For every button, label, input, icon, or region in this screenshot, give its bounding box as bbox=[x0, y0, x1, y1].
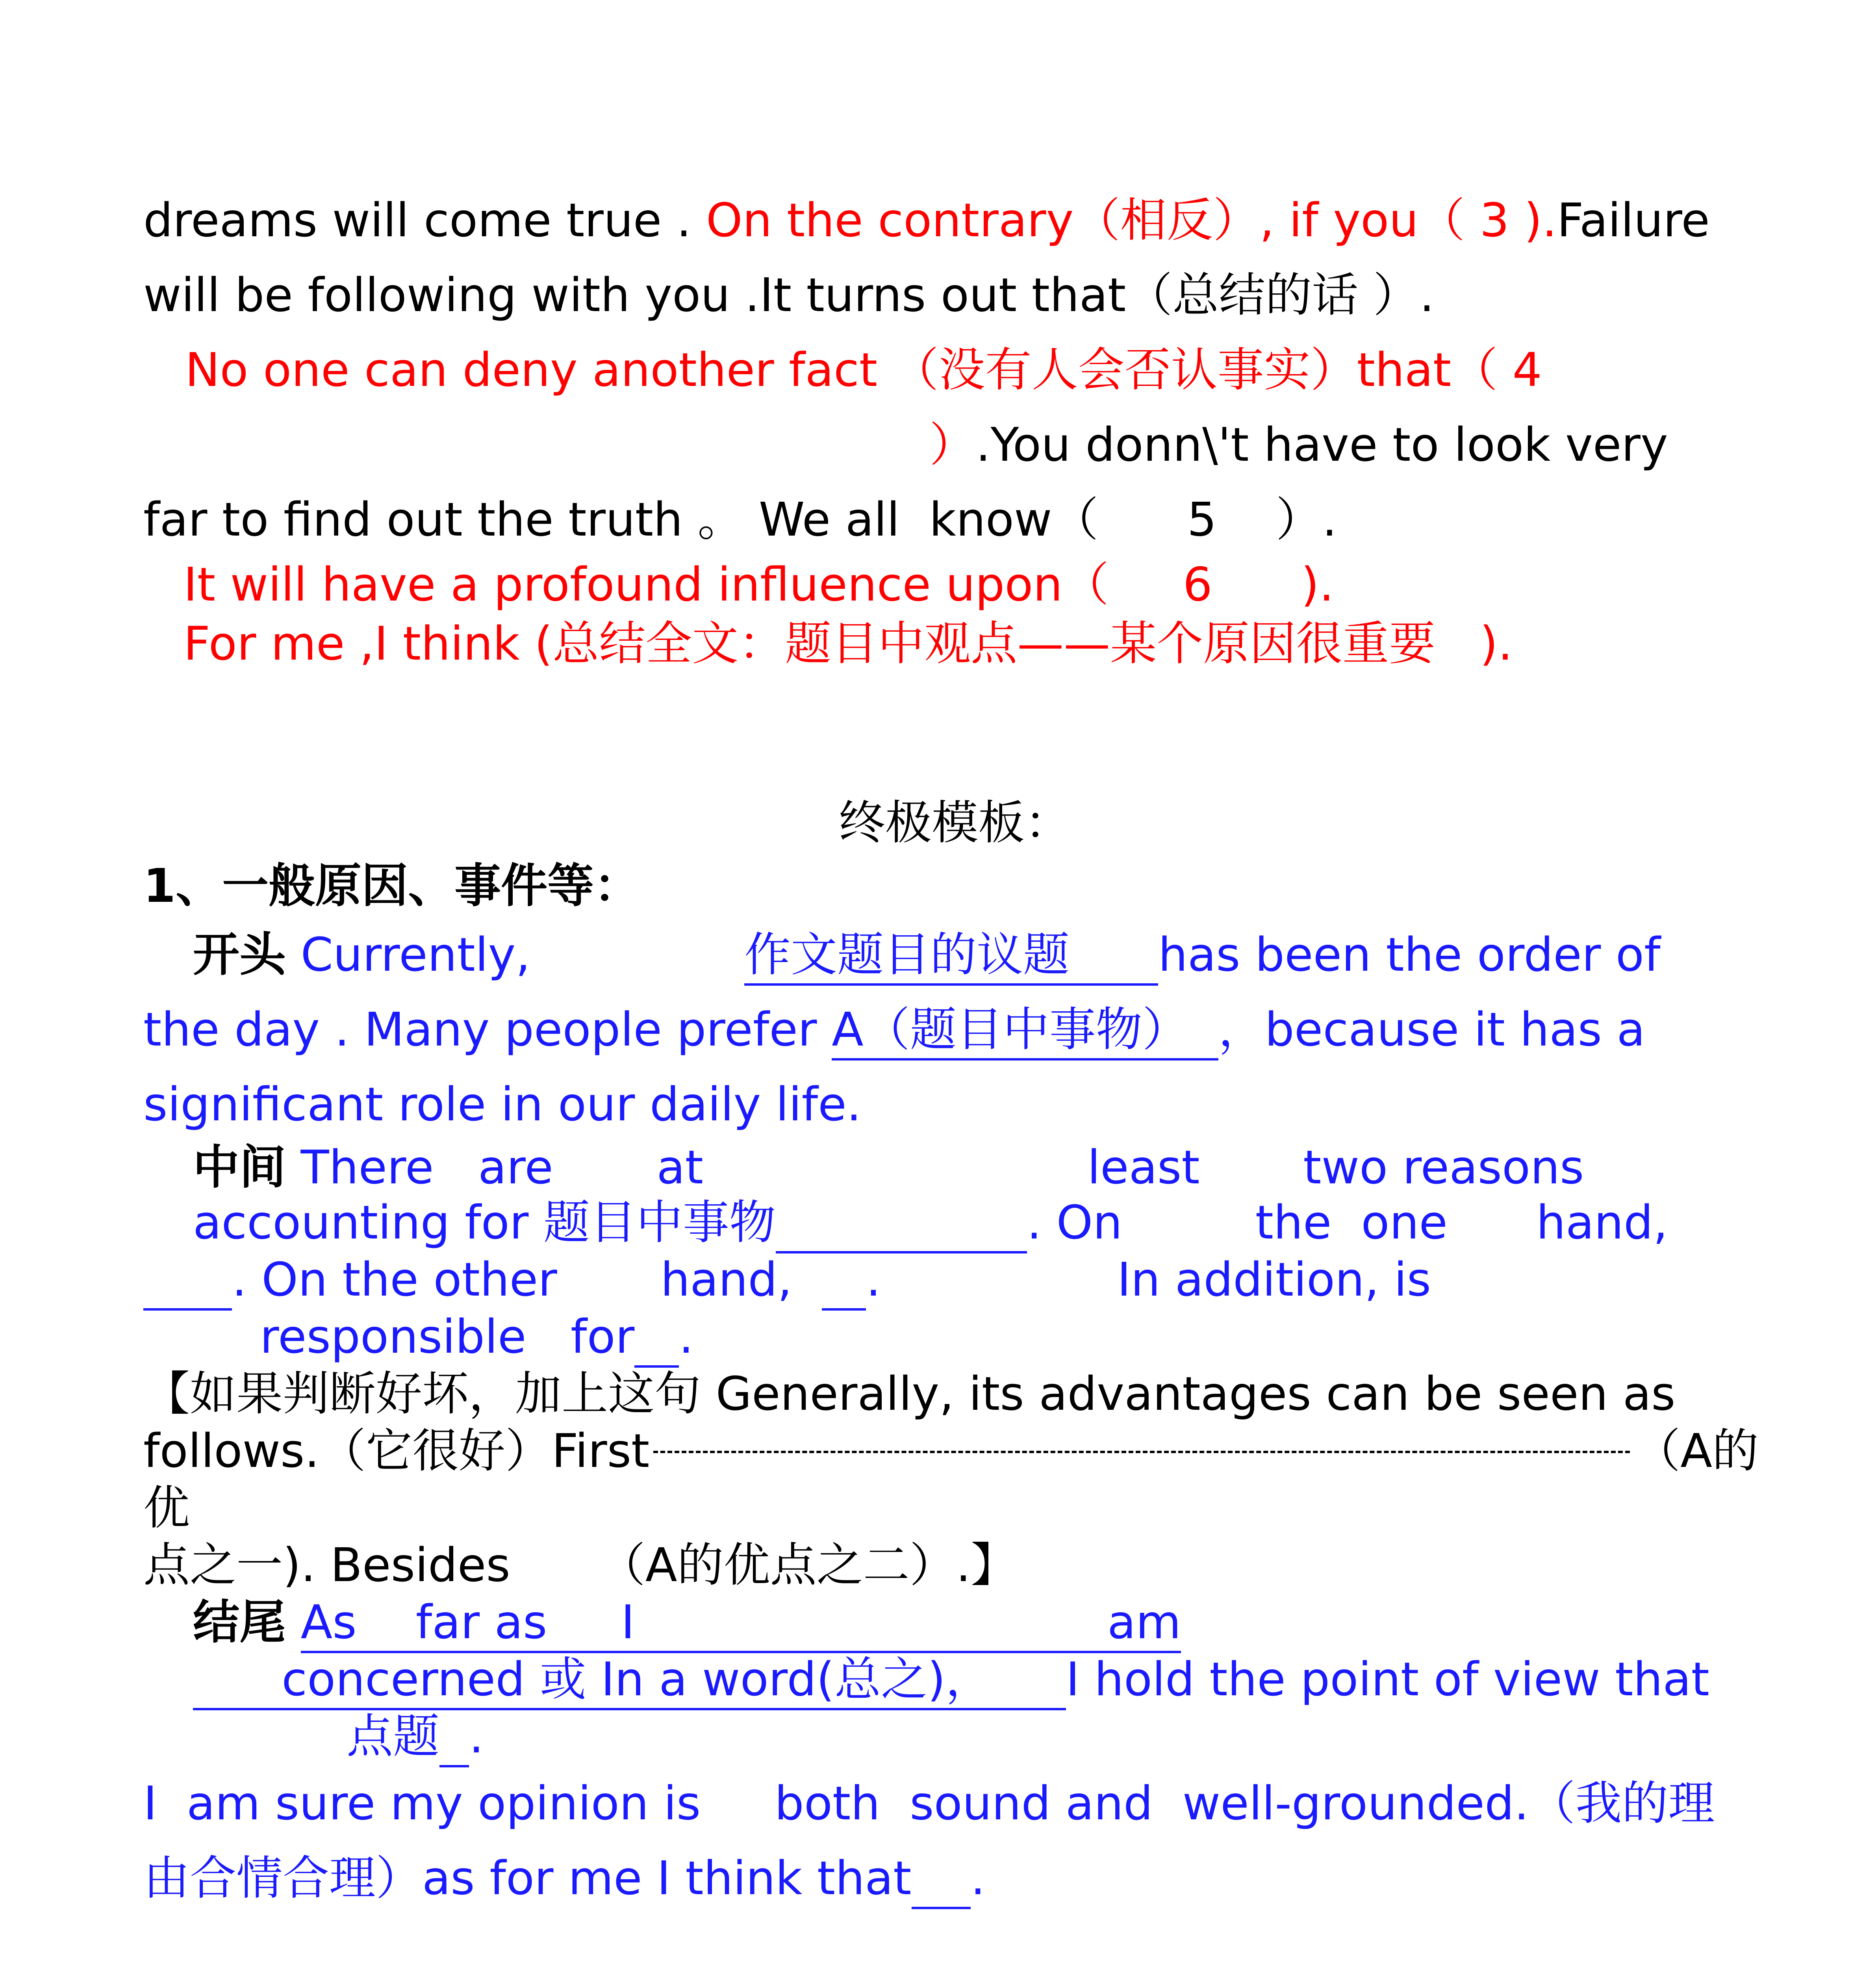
s1-open-line-1b bbox=[744, 927, 1661, 982]
s1-text: . On the one hand, bbox=[1027, 1195, 1668, 1250]
intro-text: Failure bbox=[1557, 193, 1710, 247]
s1-text: the day . Many people prefer bbox=[143, 1002, 832, 1057]
s1-text: concerned 或 In a word(总之)， bbox=[282, 1652, 992, 1710]
s1-text: . In addition, is bbox=[866, 1252, 1431, 1307]
intro-line-6: It will have a profound influence upon（ 6 ). bbox=[184, 557, 1334, 612]
s1-mid-label: 中间 bbox=[193, 1140, 286, 1194]
section-1-title: 1、一般原因、事件等： bbox=[143, 858, 641, 913]
s1-text: 点题 bbox=[347, 1709, 440, 1763]
s1-open-line-3: significant role in our daily life. bbox=[143, 1077, 862, 1131]
s1-topic-a: A（题目中事物） bbox=[832, 1002, 1189, 1061]
s1-text: accounting for 题目中事物 bbox=[193, 1195, 776, 1250]
s1-mid-line-3 bbox=[143, 1252, 1431, 1307]
s1-mid-line-2 bbox=[193, 1195, 1668, 1250]
s1-text: I hold the point of view that bbox=[1066, 1652, 1709, 1706]
s1-text: responsible for bbox=[260, 1309, 635, 1364]
intro-line-5: far to find out the truth 。 We all know（ 5 ）. bbox=[143, 492, 1337, 547]
intro-paren: ） bbox=[929, 417, 976, 472]
s1-text: . bbox=[970, 1851, 986, 1905]
intro-text: .You donn\'t have to look very bbox=[976, 417, 1668, 472]
s1-adv-line-1: 【如果判断好坏，加上这句 Generally, its advantages can be seen as bbox=[143, 1366, 1676, 1421]
s1-end-line-4: I am sure my opinion is both sound and well-grounded.（我的理 bbox=[143, 1776, 1715, 1830]
s1-text: ，because it has a bbox=[1218, 1002, 1645, 1057]
s1-end-line-2 bbox=[193, 1652, 1709, 1706]
s1-text: Currently, bbox=[300, 927, 530, 982]
s1-open-label: 开头 bbox=[193, 927, 286, 982]
s1-adv-line-4: 点之一). Besides （A的优点之二）.】 bbox=[143, 1538, 1018, 1592]
s1-text: . bbox=[678, 1309, 694, 1364]
s1-adv-line-3: 优 bbox=[143, 1481, 190, 1535]
s1-text: . bbox=[469, 1709, 484, 1763]
intro-line-4 bbox=[929, 417, 1668, 472]
intro-line-2: will be following with you .It turns out that（总结的话 ）. bbox=[143, 268, 1435, 322]
s1-end-label: 结尾 bbox=[193, 1595, 286, 1649]
intro-text-red: On the contrary（相反）, if you（ 3 ). bbox=[706, 193, 1557, 247]
s1-open-line-2 bbox=[143, 1002, 1645, 1057]
s1-end-line-1 bbox=[193, 1595, 1181, 1649]
s1-text: As far as I am bbox=[301, 1595, 1181, 1653]
s1-end-line-5 bbox=[143, 1851, 986, 1905]
s1-end-line-3 bbox=[347, 1709, 484, 1763]
intro-line-1 bbox=[143, 193, 1710, 247]
s1-text: 由合情合理）as for me I think that bbox=[143, 1851, 912, 1905]
intro-line-3: No one can deny another fact （没有人会否认事实）that（ 4 bbox=[185, 343, 1542, 397]
dashed-blank bbox=[653, 1451, 1630, 1453]
s1-open-line-1 bbox=[193, 927, 530, 982]
s1-mid-line-4 bbox=[260, 1309, 694, 1364]
s1-topic: 作文题目的议题 bbox=[744, 927, 1070, 986]
s1-text: . On the other hand, bbox=[232, 1252, 822, 1307]
page-heading: 终极模板： bbox=[839, 795, 1071, 850]
s1-text: follows.（它很好）First bbox=[143, 1424, 650, 1478]
s1-adv-line-2 bbox=[143, 1424, 1759, 1478]
s1-text: （A的 bbox=[1634, 1424, 1759, 1478]
s1-text: has been the order of bbox=[1158, 927, 1661, 982]
intro-line-7: For me ,I think (总结全文：题目中观点——某个原因很重要 ). bbox=[184, 616, 1513, 671]
intro-text: dreams will come true . bbox=[143, 193, 706, 247]
s1-mid-line-1 bbox=[193, 1140, 1584, 1194]
s1-text: There are at least two reasons bbox=[300, 1140, 1584, 1194]
